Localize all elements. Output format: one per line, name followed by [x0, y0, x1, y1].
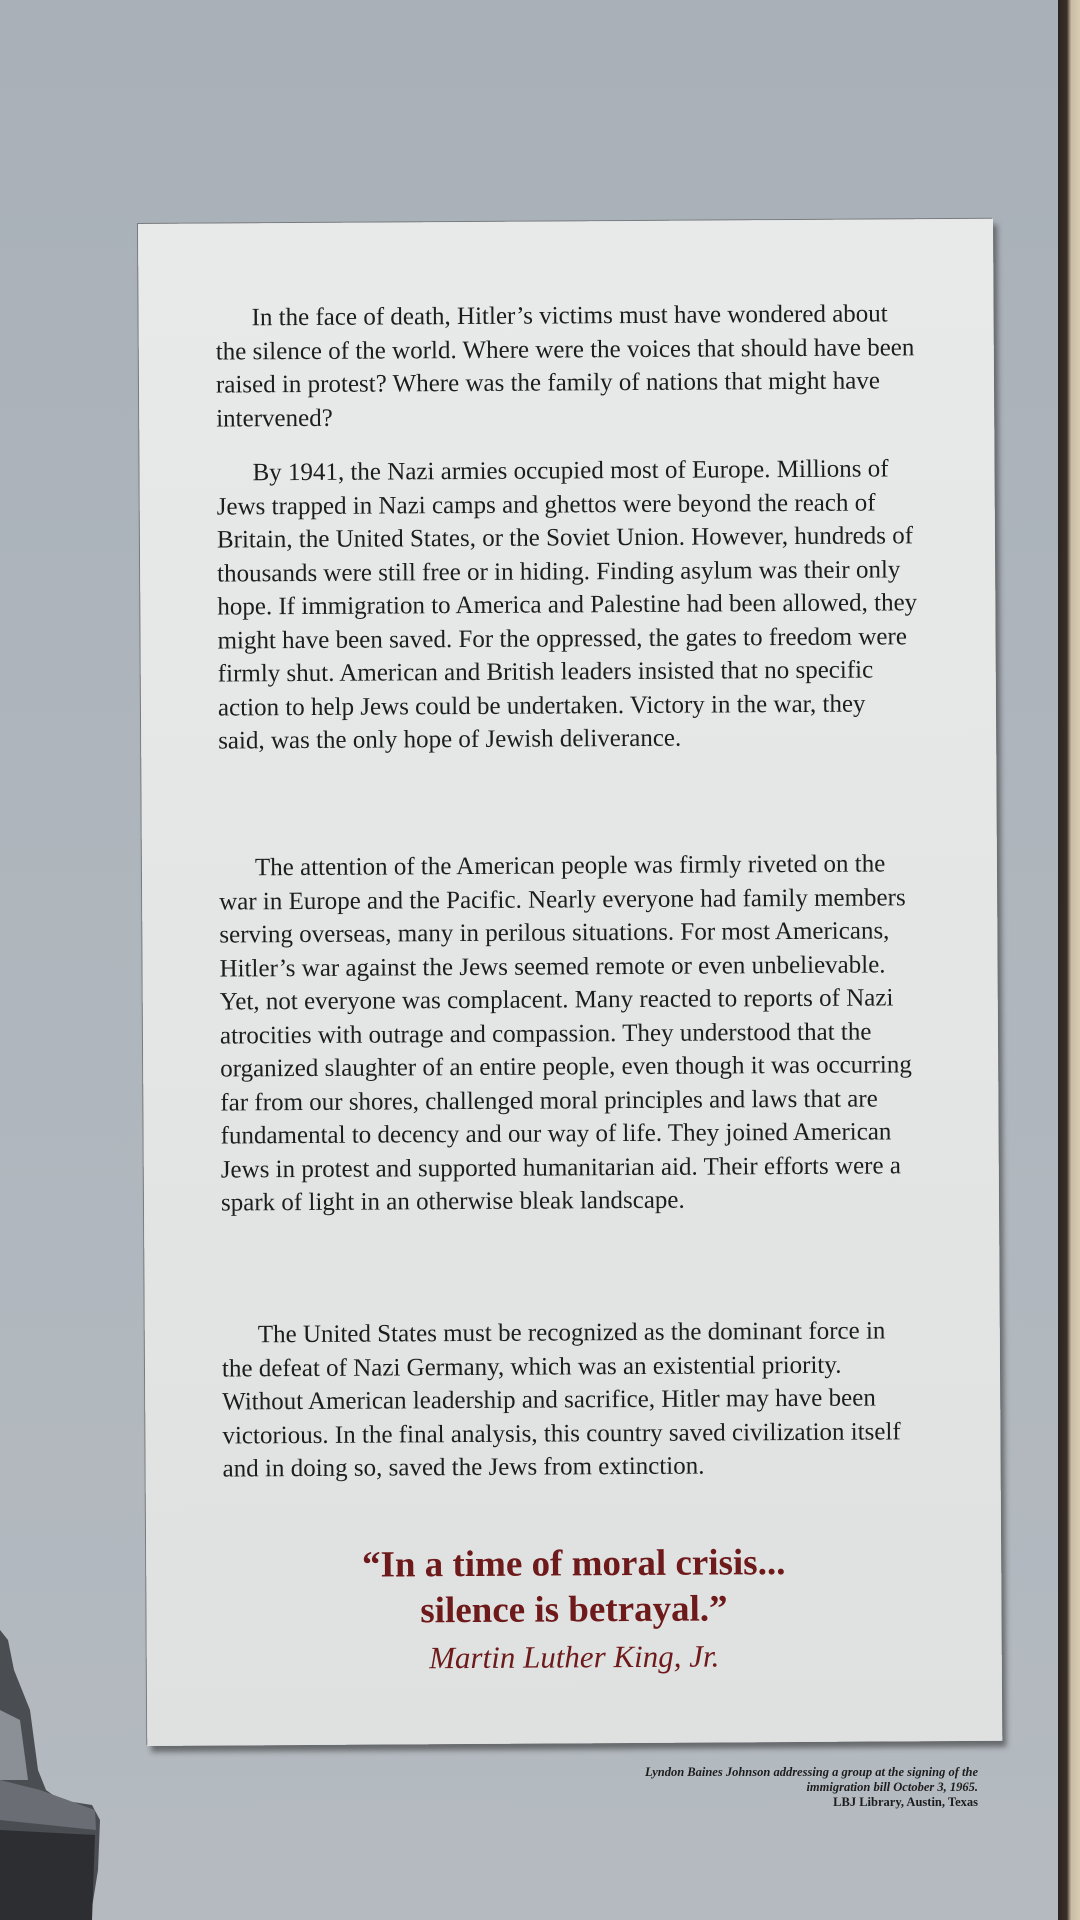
- exhibit-paragraph-3: The attention of the American people was firmly riveted on the war in Europe and the Pacific. Nearly everyone had family members serving overseas, many in perilous situations. For most Americans, Hitler’s war against the Jews seemed remote or even unbelievable. Yet, not everyone was complacent. Many reacted to reports of Nazi atrocities with outrage and compassion. They understood that the organized slaughter of an entire people, even though it was occurring far from our shores, challenged moral principles and laws that are fundamental to decency and our way of life. They joined American Jews in protest and supported humanitarian aid. Their efforts were a spark of light in an otherwise bleak landscape.: [219, 850, 912, 1217]
- caption-line-2: immigration bill October 3, 1965.: [806, 1780, 978, 1794]
- exhibit-paragraph-1: In the face of death, Hitler’s victims must have wondered about the silence of the world. Where were the voices that should have been raised in protest? Where was the family of nations that might have intervened?: [215, 300, 915, 433]
- exhibit-paragraph-4: The United States must be recognized as the dominant force in the defeat of Nazi Germany, which was an existential priority. Without American leadership and sacrifice, Hitler may have been victorious. In the final analysis, this country saved civilization itself and in doing so, saved the Jews from extinction.: [221, 1317, 901, 1483]
- exhibit-panel: [138, 219, 1002, 1746]
- statue-silhouette: [0, 1630, 100, 1920]
- quote-line-1: “In a time of moral crisis...: [361, 1542, 786, 1586]
- quote-line-2: silence is betrayal.”: [420, 1588, 728, 1632]
- photo-caption: [508, 1765, 978, 1810]
- mlk-quote: [146, 1539, 1002, 1678]
- caption-source: LBJ Library, Austin, Texas: [833, 1795, 978, 1809]
- quote-author: Martin Luther King, Jr.: [429, 1638, 720, 1676]
- exhibit-paragraph-2: By 1941, the Nazi armies occupied most of Europe. Millions of Jews trapped in Nazi camps and ghettos were beyond the reach of Britain, the United States, or the Soviet Union. However, hundreds of thousands were still free or in hiding. Finding asylum was their only hope. If immigration to America and Palestine had been allowed, they might have been saved. For the oppressed, the gates to freedom were firmly shut. American and British leaders insisted that no specific action to help Jews could be undertaken. Victory in the war, they said, was the only hope of Jewish deliverance.: [216, 455, 918, 755]
- wall-edge-frame: [1058, 0, 1080, 1920]
- caption-line-1: Lyndon Baines Johnson addressing a group at the signing of the: [645, 1765, 978, 1779]
